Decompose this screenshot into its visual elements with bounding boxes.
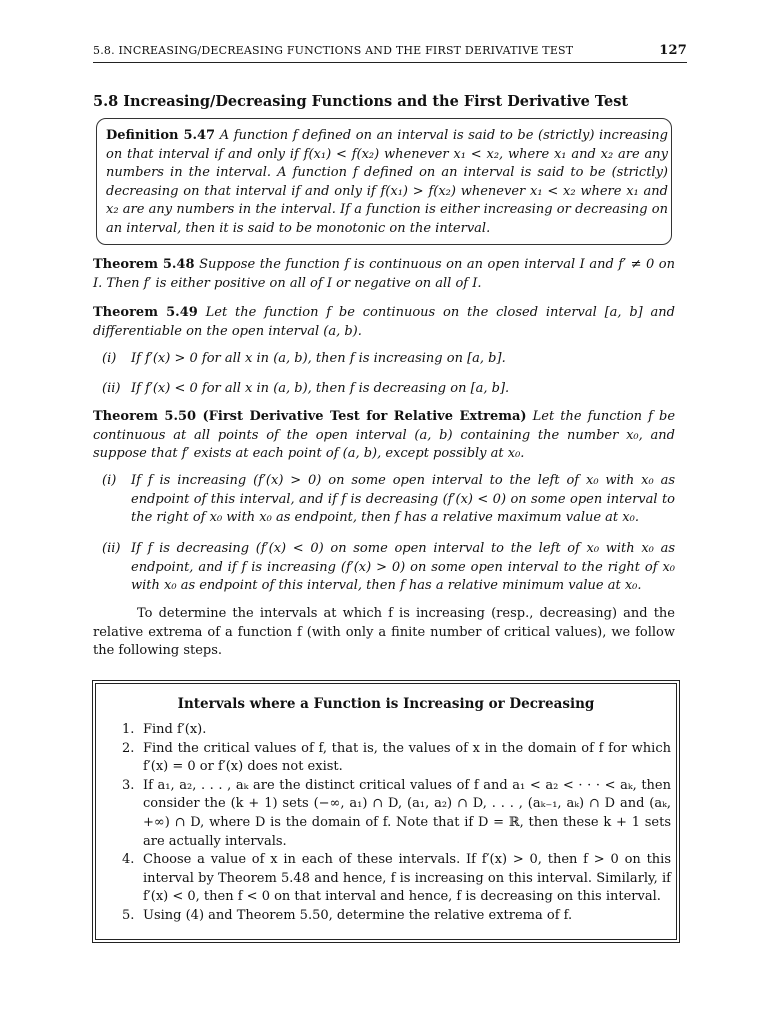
procedure-step [122,740,671,777]
step-number: 5. [122,907,135,923]
step-text: If a₁, a₂, . . . , aₖ are the distinct critical values of f and a₁ < a₂ < · · · < aₖ, then consider the (k + 1) sets (−∞, a₁) ∩ D, (a₁, a₂) ∩ D, . . . , (aₖ₋₁, aₖ) ∩ D and (aₖ, +∞) ∩ D, where D is the domain of f. Note that if D = ℝ, then these k + 1 sets are actually intervals. [143,777,671,849]
theorem-5-48 [93,256,675,293]
step-number: 4. [122,852,135,868]
theorem-5-49-item [102,380,671,399]
item-text: If f is increasing (f′(x) > 0) on some open interval to the left of x₀ with x₀ as endpoint of this interval, and if f is decreasing (f′(x) < 0) on some open interval to the right of x₀ with x₀ as endpoint, then f has a relative maximum value at x₀. [131,473,675,526]
header-rule [93,62,687,63]
item-text: If f is decreasing (f′(x) < 0) on some open interval to the left of x₀ with x₀ as endpoint, and if f is increasing (f′(x) > 0) on some open interval to the right of x₀ with x₀ as endpoint of this interval, then f has a relative minimum value at x₀. [131,541,675,594]
step-text: Choose a value of x in each of these intervals. If f′(x) > 0, then f > 0 on this interval by Theorem 5.48 and hence, f is increasing on this interval. Similarly, if f′(x) < 0, then f < 0 on that interval and hence, f is decreasing on this interval. [143,852,671,905]
theorem-label: Theorem 5.50 (First Derivative Test for Relative Extrema) [93,409,527,424]
theorem-5-50-item [102,540,675,596]
item-text: If f′(x) > 0 for all x in (a, b), then f is increasing on [a, b]. [131,351,506,366]
definition-5-47 [106,127,668,239]
section-title: 5.8 Increasing/Decreasing Functions and the First Derivative Test [93,93,629,110]
step-text: Using (4) and Theorem 5.50, determine the relative extrema of f. [143,907,573,923]
item-label: (i) [102,351,117,366]
procedure-steps [122,721,671,926]
item-text: If f′(x) < 0 for all x in (a, b), then f is decreasing on [a, b]. [131,381,510,396]
theorem-5-49 [93,304,675,341]
theorem-text: Let the function f be continuous at all points of the open interval (a, b) containing the number x₀, and suppose that f′ exists at each point of (a, b), except possibly at x₀. [93,409,676,462]
step-text: Find the critical values of f, that is, the values of x in the domain of f for which f′(x) = 0 or f′(x) does not exist. [143,740,671,775]
step-number: 3. [122,777,135,793]
running-title: 5.8. INCREASING/DECREASING FUNCTIONS AND THE FIRST DERIVATIVE TEST [93,44,574,57]
running-header [93,44,687,57]
theorem-5-49-item [102,350,671,369]
step-number: 1. [122,722,135,737]
body-paragraph: To determine the intervals at which f is increasing (resp., decreasing) and the relative extrema of a function f (with only a finite number of critical values), we follow the following steps. [93,606,675,659]
page-number: 127 [659,43,687,58]
theorem-label: Theorem 5.49 [93,305,198,320]
procedure-step [122,721,671,740]
procedure-step [122,777,671,851]
procedure-step [122,907,671,926]
definition-label: Definition 5.47 [106,128,216,143]
definition-text: A function f defined on an interval is said to be (strictly) increasing on that interval if and only if f(x₁) < f(x₂) whenever x₁ < x₂, where x₁ and x₂ are any numbers in the interval. A function f defined on an interval is said to be (strictly) decreasing on that interval if and only if f(x₁) > f(x₂) whenever x₁ < x₂ where x₁ and x₂ are any numbers in the interval. If a function is either increasing or decreasing on an interval, then it is said to be monotonic on the interval. [106,128,669,236]
item-label: (ii) [102,381,121,396]
procedure-step [122,851,671,907]
step-text: Find f′(x). [143,722,207,737]
theorem-text: Suppose the function f is continuous on an open interval I and f′ ≠ 0 on I. Then f′ is either positive on all of I or negative on all of I. [93,257,675,291]
theorem-label: Theorem 5.48 [93,257,195,272]
theorem-text: Let the function f be continuous on the closed interval [a, b] and differentiable on the open interval (a, b). [93,305,675,339]
theorem-5-50 [93,408,675,464]
item-label: (ii) [102,541,121,556]
theorem-5-50-item [102,472,675,528]
step-number: 2. [122,740,135,756]
item-label: (i) [102,473,117,488]
procedure-title: Intervals where a Function is Increasing or Decreasing [177,696,595,712]
